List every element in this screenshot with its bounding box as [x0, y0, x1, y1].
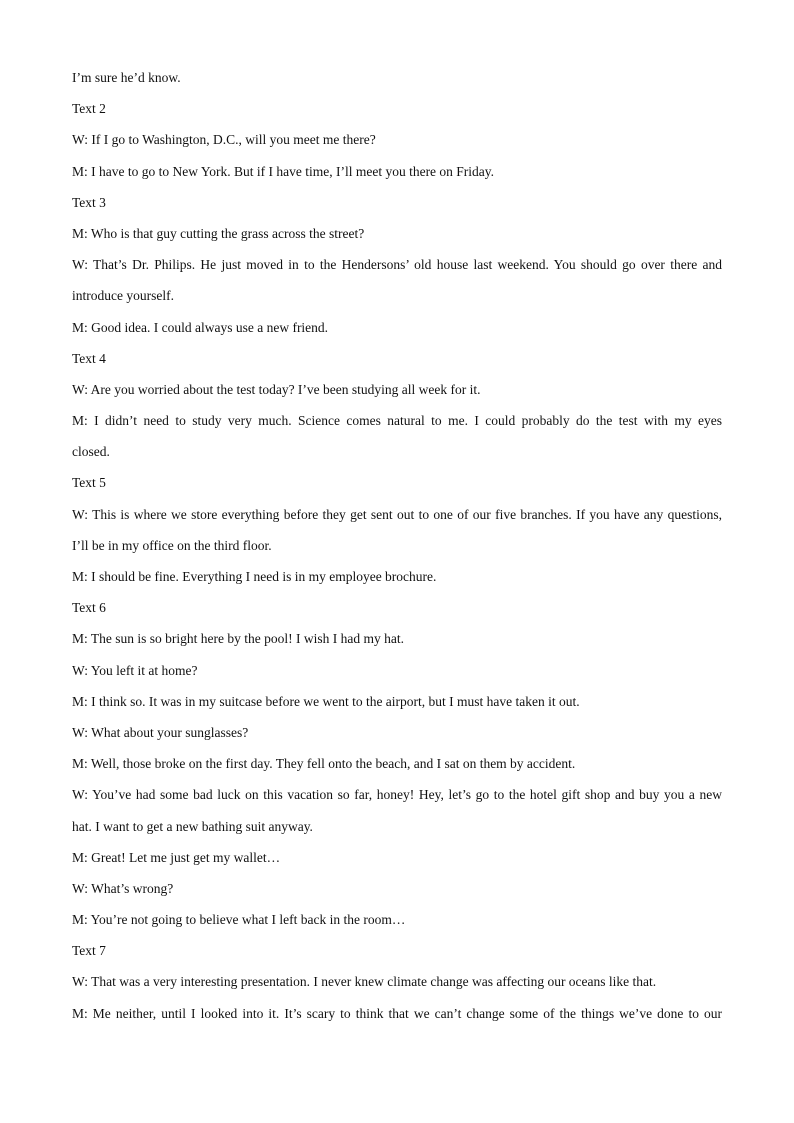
transcript-line: W: You’ve had some bad luck on this vacation so far, honey! Hey, let’s go to the hotel gift shop and buy you a new	[72, 787, 722, 803]
transcript-line: M: I think so. It was in my suitcase before we went to the airport, but I must have taken it out.	[72, 693, 580, 709]
transcript-line: M: The sun is so bright here by the pool! I wish I had my hat.	[72, 631, 404, 647]
transcript-line: M: Who is that guy cutting the grass across the street?	[72, 225, 365, 241]
section-heading: Text 6	[72, 600, 106, 616]
transcript-line: W: This is where we store everything before they get sent out to one of our five branches. If you have any questions,	[72, 506, 722, 522]
transcript-line: M: You’re not going to believe what I left back in the room…	[72, 912, 406, 928]
transcript-line: M: Great! Let me just get my wallet…	[72, 849, 281, 865]
transcript-line: closed.	[72, 444, 110, 460]
transcript-line: I’m sure he’d know.	[72, 70, 181, 85]
transcript-line: M: Well, those broke on the first day. They fell onto the beach, and I sat on them by accident.	[72, 756, 576, 772]
transcript-line: W: You left it at home?	[72, 662, 198, 678]
transcript-line: M: Good idea. I could always use a new friend.	[72, 319, 329, 335]
transcript-line: M: Me neither, until I looked into it. It’s scary to think that we can’t change some of the things we’ve done to our	[72, 1005, 722, 1021]
transcript-line: W: That’s Dr. Philips. He just moved in to the Hendersons’ old house last weekend. You should go over there and	[72, 257, 722, 273]
transcript-line: W: If I go to Washington, D.C., will you meet me there?	[72, 132, 376, 148]
section-heading: Text 4	[72, 350, 106, 366]
transcript-line: M: I didn’t need to study very much. Science comes natural to me. I could probably do the test with my eyes	[72, 413, 722, 429]
section-heading: Text 7	[72, 943, 106, 959]
transcript-line: W: Are you worried about the test today? I’ve been studying all week for it.	[72, 381, 481, 397]
transcript-line: W: What’s wrong?	[72, 880, 174, 896]
transcript-line: introduce yourself.	[72, 288, 174, 304]
transcript-line: W: What about your sunglasses?	[72, 724, 249, 740]
transcript-line: M: I have to go to New York. But if I have time, I’ll meet you there on Friday.	[72, 163, 495, 179]
transcript-line: M: I should be fine. Everything I need is in my employee brochure.	[72, 569, 437, 584]
transcript-line: hat. I want to get a new bathing suit anyway.	[72, 818, 313, 834]
transcript-body	[72, 62, 722, 1029]
section-heading: Text 2	[72, 101, 106, 117]
transcript-line: I’ll be in my office on the third floor.	[72, 537, 272, 553]
section-heading: Text 3	[72, 194, 106, 210]
transcript-line: W: That was a very interesting presentation. I never knew climate change was affecting our oceans like that.	[72, 974, 657, 990]
section-heading: Text 5	[72, 475, 106, 491]
